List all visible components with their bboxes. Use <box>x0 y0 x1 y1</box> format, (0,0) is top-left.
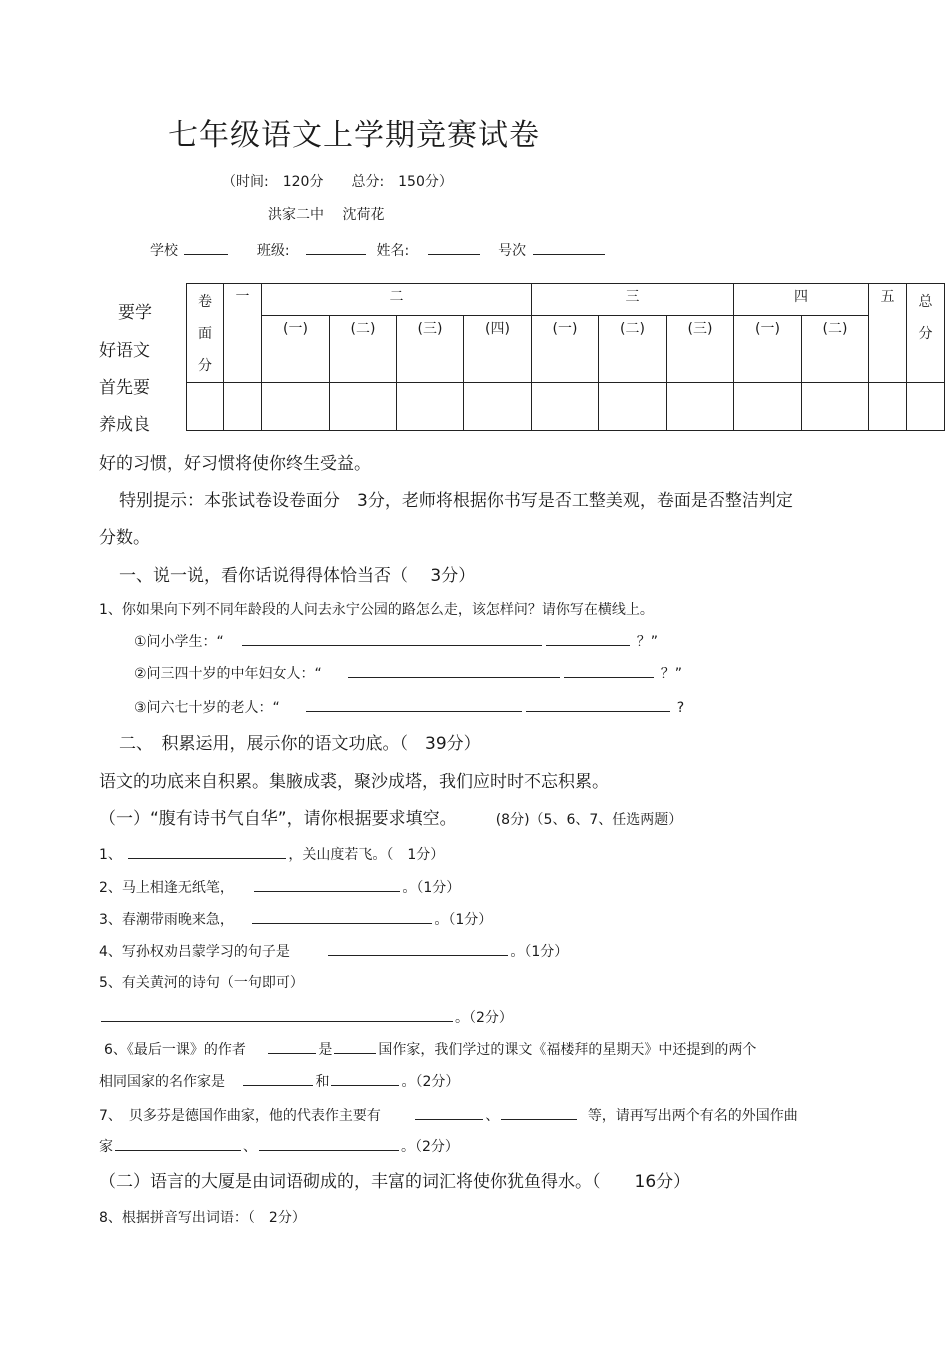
total-score-header <box>907 284 945 383</box>
item-7-blank-composer-1[interactable] <box>115 1134 241 1151</box>
score-cell-three-1[interactable] <box>532 383 599 431</box>
question-1a-text: ①问小学生：“ <box>134 634 224 650</box>
section-two-title: 二、 积累运用，展示你的语文功底。（ 39分） <box>119 734 481 754</box>
item-1 <box>99 842 444 864</box>
answer-1a-blank-1[interactable] <box>242 629 542 646</box>
section-one-title: 一、说一说，看你话说得得体恰当否（ 3分） <box>119 566 476 586</box>
item-6-text-f: 。（2分） <box>401 1074 460 1090</box>
score-cell-four-1[interactable] <box>734 383 802 431</box>
question-1a-end: ？” <box>636 634 658 650</box>
section-five-header: 五 <box>869 284 907 383</box>
item-2-end: 。（1分） <box>402 880 461 896</box>
item-6-text-e: 和 <box>315 1074 330 1090</box>
class-field[interactable] <box>306 238 366 255</box>
number-field[interactable] <box>533 238 605 255</box>
answer-1b-blank-1[interactable] <box>348 661 560 678</box>
part-two-title: （二）语言的大厦是由词语砌成的，丰富的词汇将使你犹鱼得水。（ 16分） <box>99 1172 691 1192</box>
section-one-header: 一 <box>224 284 262 383</box>
item-5-blank[interactable] <box>101 1005 453 1022</box>
item-4-blank[interactable] <box>328 939 508 956</box>
item-6-blank-writer-2[interactable] <box>331 1069 399 1086</box>
name-label: 姓名: <box>376 243 410 259</box>
item-4 <box>99 939 568 961</box>
score-cell-neat[interactable] <box>187 383 224 431</box>
neat-char-3: 分 <box>198 358 212 374</box>
item-2-blank[interactable] <box>254 875 400 892</box>
item-7-cont <box>99 1134 459 1156</box>
two-sub-2: (二) <box>330 316 397 383</box>
item-3-text: 3、春潮带雨晚来急， <box>99 912 234 928</box>
item-4-end: 。（1分） <box>510 944 569 960</box>
item-6 <box>104 1037 756 1059</box>
item-6-blank-author[interactable] <box>268 1037 316 1054</box>
part-one-title: （一）“腹有诗书气自华”，请你根据要求填空。 <box>99 809 457 829</box>
item-7-sep-2: 、 <box>243 1139 257 1155</box>
question-1b <box>134 661 682 683</box>
item-7-text-b: 等，请再写出两个有名的外国作曲 <box>587 1108 798 1124</box>
item-6-blank-writer-1[interactable] <box>243 1069 313 1086</box>
score-cell-two-2[interactable] <box>330 383 397 431</box>
item-5-end: 。（2分） <box>455 1010 513 1026</box>
total-char-1: 总 <box>918 294 933 310</box>
side-text-4: 养成良 <box>99 415 150 435</box>
tip-line-2: 分数。 <box>99 528 150 548</box>
tip-line-1: 特别提示：本张试卷设卷面分 3分，老师将根据你书写是否工整美观，卷面是否整洁判定 <box>119 491 793 511</box>
score-cell-two-1[interactable] <box>262 383 330 431</box>
section-three-header: 三 <box>532 284 734 316</box>
item-6-text-b: 是 <box>318 1042 333 1058</box>
score-table <box>186 283 945 431</box>
score-cell-two-3[interactable] <box>397 383 464 431</box>
accumulation-line: 语文的功底来自积累。集腋成裘，聚沙成塔，我们应时时不忘积累。 <box>99 772 609 792</box>
author-line: 洪家二中 沈荷花 <box>268 207 385 223</box>
answer-1c-blank-2[interactable] <box>526 695 670 712</box>
score-cell-two-4[interactable] <box>464 383 532 431</box>
item-7-sep: 、 <box>485 1108 500 1124</box>
item-2-text: 2、马上相逢无纸笔， <box>99 880 234 896</box>
score-cell-three-3[interactable] <box>667 383 734 431</box>
item-6-cont <box>99 1069 459 1091</box>
item-6-text-c: 国作家，我们学过的课文《福楼拜的星期天》中还提到的两个 <box>378 1042 757 1058</box>
score-cell-four-2[interactable] <box>802 383 869 431</box>
item-3-blank[interactable] <box>252 907 432 924</box>
section-four-header: 四 <box>734 284 869 316</box>
four-sub-2: (二) <box>802 316 869 383</box>
neat-char-2: 面 <box>198 326 212 342</box>
answer-1b-blank-2[interactable] <box>564 661 654 678</box>
two-sub-3: (三) <box>397 316 464 383</box>
answer-1c-blank-1[interactable] <box>306 695 522 712</box>
item-4-text: 4、写孙权劝吕蒙学习的句子是 <box>99 944 290 960</box>
item-6-blank-country[interactable] <box>334 1037 376 1054</box>
item-8: 8、根据拼音写出词语：（ 2分） <box>99 1210 306 1226</box>
item-2 <box>99 875 460 897</box>
score-cell-one[interactable] <box>224 383 262 431</box>
school-field[interactable] <box>184 238 228 255</box>
item-6-text-a: 6、《最后一课》的作者 <box>104 1042 246 1058</box>
item-3 <box>99 907 492 929</box>
item-1-text: ，关山度若飞。（ 1分） <box>288 847 445 863</box>
item-5-answer <box>99 1005 513 1027</box>
exam-time-score: （时间: 120分 总分: 150分） <box>222 174 453 190</box>
question-1c <box>134 695 684 717</box>
item-3-end: 。（1分） <box>434 912 493 928</box>
item-6-text-d: 相同国家的名作家是 <box>99 1074 225 1090</box>
four-sub-1: (一) <box>734 316 802 383</box>
score-cell-three-2[interactable] <box>599 383 667 431</box>
two-sub-1: (一) <box>262 316 330 383</box>
question-1b-text: ②问三四十岁的中年妇女人：“ <box>134 666 322 682</box>
item-7 <box>99 1103 798 1125</box>
name-field[interactable] <box>428 238 480 255</box>
item-7-text-c: 家 <box>99 1139 113 1155</box>
number-label: 号次 <box>498 243 527 259</box>
three-sub-2: (二) <box>599 316 667 383</box>
item-7-blank-work-2[interactable] <box>501 1103 577 1120</box>
score-cell-total[interactable] <box>907 383 945 431</box>
two-sub-4: (四) <box>464 316 532 383</box>
school-label: 学校 <box>150 243 178 259</box>
question-1: 1、你如果向下列不同年龄段的人问去永宁公园的路怎么走，该怎样问？请你写在横线上。 <box>99 602 654 618</box>
student-info-row <box>150 238 607 260</box>
item-7-blank-work-1[interactable] <box>415 1103 483 1120</box>
item-1-num: 1、 <box>99 847 122 863</box>
side-text-1: 要学 <box>118 303 152 323</box>
answer-1a-blank-2[interactable] <box>546 629 630 646</box>
question-1a <box>134 629 658 651</box>
page-title: 七年级语文上学期竞赛试卷 <box>168 118 540 153</box>
total-char-2: 分 <box>918 326 933 342</box>
question-1c-text: ③问六七十岁的老人：“ <box>134 700 280 716</box>
neat-score-header <box>187 284 224 383</box>
side-text-2: 好语文 <box>99 341 150 361</box>
question-1c-end: ? <box>676 700 685 716</box>
class-label: 班级: <box>256 243 290 259</box>
part-one-note: (8分)（5、6、7、任选两题） <box>495 812 683 828</box>
item-5: 5、有关黄河的诗句（一句即可） <box>99 975 304 991</box>
neat-char-1: 卷 <box>198 294 212 310</box>
question-1b-end: ？” <box>660 666 682 682</box>
section-two-header: 二 <box>262 284 532 316</box>
item-7-text-a: 7、 贝多芬是德国作曲家，他的代表作主要有 <box>99 1108 381 1124</box>
item-7-blank-composer-2[interactable] <box>259 1134 399 1151</box>
item-7-end: 。（2分） <box>401 1139 459 1155</box>
three-sub-3: (三) <box>667 316 734 383</box>
habit-line: 好的习惯，好习惯将使你终生受益。 <box>99 454 371 474</box>
part-one-title-row <box>99 804 682 829</box>
side-text-3: 首先要 <box>99 378 150 398</box>
item-1-blank[interactable] <box>128 842 286 859</box>
score-cell-five[interactable] <box>869 383 907 431</box>
three-sub-1: (一) <box>532 316 599 383</box>
